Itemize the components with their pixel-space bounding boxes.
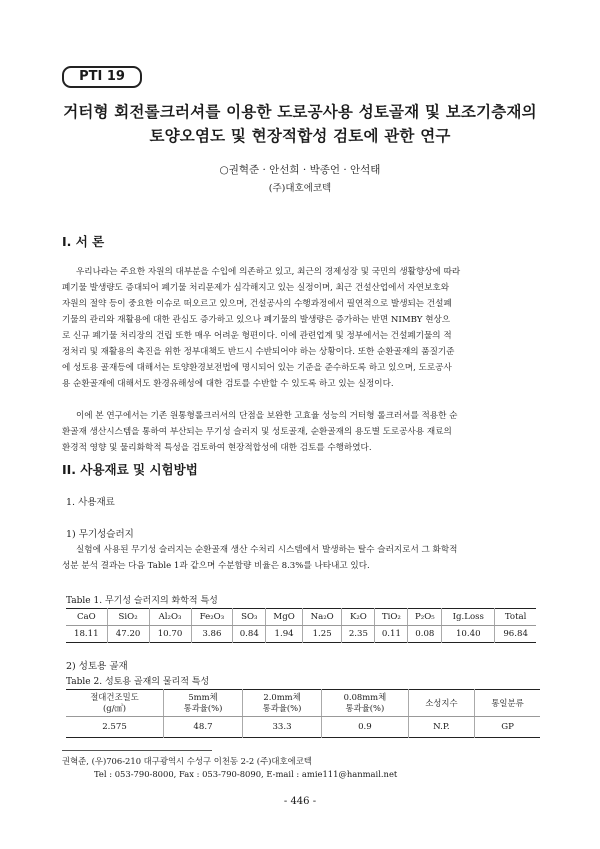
table-row [66, 717, 540, 738]
header-text: 통과율(%) [262, 703, 302, 713]
header-text: 절대건조밀도 [90, 692, 139, 702]
subsection-fill-aggregate: 2) 성토용 골재 [66, 661, 128, 672]
section-heading-materials: II. 사용재료 및 시험방법 [62, 462, 198, 477]
text-line: 에 성토용 골재등에 대해서는 토양환경보전법에 명시되어 있는 기준을 준수하도록 하고 있으며, 도로공사 [62, 363, 452, 373]
table-cell: 0.11 [375, 626, 408, 643]
subsection-materials: 1. 사용재료 [66, 497, 115, 508]
materials-paragraph [62, 542, 540, 574]
text-line: 환경적 영향 및 물리화학적 특성을 검토하여 현장적합성에 대한 검토를 수행하였다. [62, 443, 372, 453]
table-header-cell: SiO₂ [107, 609, 149, 626]
table-header-cell [322, 690, 409, 717]
table-header-cell: 통일분류 [475, 690, 540, 717]
table-cell: 33.3 [243, 717, 322, 738]
table-cell: 2.35 [342, 626, 375, 643]
introduction-paragraph-1 [62, 264, 540, 392]
footnote-contact: Tel : 053-790-8000, Fax : 053-790-8090, E-mail : amie111@hanmail.net [94, 769, 398, 779]
table-cell: 10.70 [149, 626, 191, 643]
table-2-physical-properties [66, 689, 540, 738]
table-cell: 2.575 [66, 717, 163, 738]
table-header-cell [243, 690, 322, 717]
table-cell: 1.25 [302, 626, 342, 643]
table-1-caption: Table 1. 무기성 슬러지의 화학적 특성 [66, 596, 218, 606]
header-text: 5mm체 [188, 692, 218, 702]
header-text: (g/㎤) [102, 703, 127, 713]
table-2-caption: Table 2. 성토용 골재의 물리적 특성 [66, 677, 210, 687]
table-1-chemical-properties [66, 608, 536, 643]
table-cell: 3.86 [191, 626, 233, 643]
table-header-cell: SO₃ [233, 609, 266, 626]
table-cell: 1.94 [266, 626, 303, 643]
table-cell: 96.84 [503, 629, 528, 639]
table-header-cell [163, 690, 242, 717]
table-header-cell: MgO [266, 609, 303, 626]
table-header-cell: P₂O₅ [408, 609, 442, 626]
table-header-cell: TiO₂ [375, 609, 408, 626]
text-line: 폐기물 발생량도 증대되어 폐기물 처리문제가 심각해지고 있는 실정이며, 최근 건설산업에서 자연보호와 [62, 283, 450, 293]
text-line: 실험에 사용된 무기성 슬러지는 순환골재 생산 수처리 시스템에서 발생하는 탈수 슬러지로서 그 화학적 [76, 545, 458, 555]
header-text: 0.08mm체 [343, 692, 387, 702]
footnote-divider [62, 750, 212, 751]
text-line: 자원의 절약 등이 중요한 이슈로 떠오르고 있으며, 건설공사의 수행과정에서 필연적으로 발생되는 건설폐 [62, 299, 452, 309]
table-header-row [66, 690, 540, 717]
text-line: 정처리 및 재활용의 촉진을 위한 정부대책도 반드시 수반되어야 하는 상황이다. 또한 순환골재의 품질기준 [62, 347, 455, 357]
text-line: 용 순환골재에 대해서도 환경유해성에 대한 검토를 수반할 수 있도록 하고 있는 실정이다. [62, 379, 394, 389]
text-line: 환골재 생산시스템을 통하여 부산되는 무기성 슬러지 및 성토골재, 순환골재의 용도별 도로공사용 재료의 [62, 427, 452, 437]
section-heading-introduction: I. 서 론 [62, 234, 105, 249]
table-cell: GP [501, 722, 514, 732]
table-header-row [66, 609, 536, 626]
paper-title-line-1: 거터형 회전롤크러셔를 이용한 도로공사용 성토골재 및 보조기층재의 [63, 103, 537, 121]
authors: ○권혁준 · 안선희 · 박종언 · 안석태 [219, 164, 381, 176]
header-text: 통과율(%) [183, 703, 223, 713]
table-header-cell: Na₂O [302, 609, 342, 626]
table-cell: 0.9 [322, 717, 409, 738]
table-header-cell: K₂O [342, 609, 375, 626]
introduction-paragraph-2 [62, 408, 540, 456]
table-header-cell [66, 690, 163, 717]
paper-title-line-2: 토양오염도 및 현장적합성 검토에 관한 연구 [149, 127, 451, 145]
text-line: 이에 본 연구에서는 기존 원통형롤크러셔의 단점을 보완한 고효율 성능의 거터형 롤크러셔를 적용한 순 [76, 411, 458, 421]
table-header-cell: Fe₂O₃ [191, 609, 233, 626]
text-line: 우리나라는 주요한 자원의 대부분을 수입에 의존하고 있고, 최근의 경제성장 및 국민의 생활향상에 따라 [76, 267, 461, 277]
page-number: - 446 - [283, 796, 317, 807]
footnote-address: 권혁준, (우)706-210 대구광역시 수성구 이천동 2-2 (주)대호에코텍 [62, 756, 312, 766]
text-line: 기물의 관리와 재활용에 대한 관심도 증가하고 있으나 폐기물의 발생량은 증가하는 반면 NIMBY 현상으 [62, 315, 451, 325]
subsection-inorganic-sludge: 1) 무기성슬러지 [66, 529, 134, 540]
table-header-cell: Al₂O₃ [149, 609, 191, 626]
text-line: 로 신규 폐기물 처리장의 건립 또한 매우 어려운 형편이다. 이에 관련업계 및 정부에서는 건설폐기물의 적 [62, 331, 452, 341]
table-cell: 0.08 [408, 626, 442, 643]
table-cell: 0.84 [233, 626, 266, 643]
table-header-cell: Ig.Loss [442, 609, 495, 626]
header-text: 통과율(%) [345, 703, 385, 713]
table-row [66, 626, 536, 643]
header-text: 2.0mm체 [263, 692, 301, 702]
table-header-cell: 소성지수 [408, 690, 474, 717]
table-header-cell: CaO [66, 609, 107, 626]
table-cell: 48.7 [163, 717, 242, 738]
affiliation: (주)대호에코텍 [268, 183, 332, 194]
table-cell: N.P. [408, 717, 474, 738]
table-header-cell: Total [495, 609, 536, 626]
table-cell: 47.20 [107, 626, 149, 643]
table-cell: 18.11 [66, 626, 107, 643]
paper-id-badge: PTI 19 [62, 66, 142, 88]
text-line: 성분 분석 결과는 다음 Table 1과 같으며 수분함량 비율은 8.3%를 나타내고 있다. [62, 561, 370, 571]
table-cell: 10.40 [442, 626, 495, 643]
